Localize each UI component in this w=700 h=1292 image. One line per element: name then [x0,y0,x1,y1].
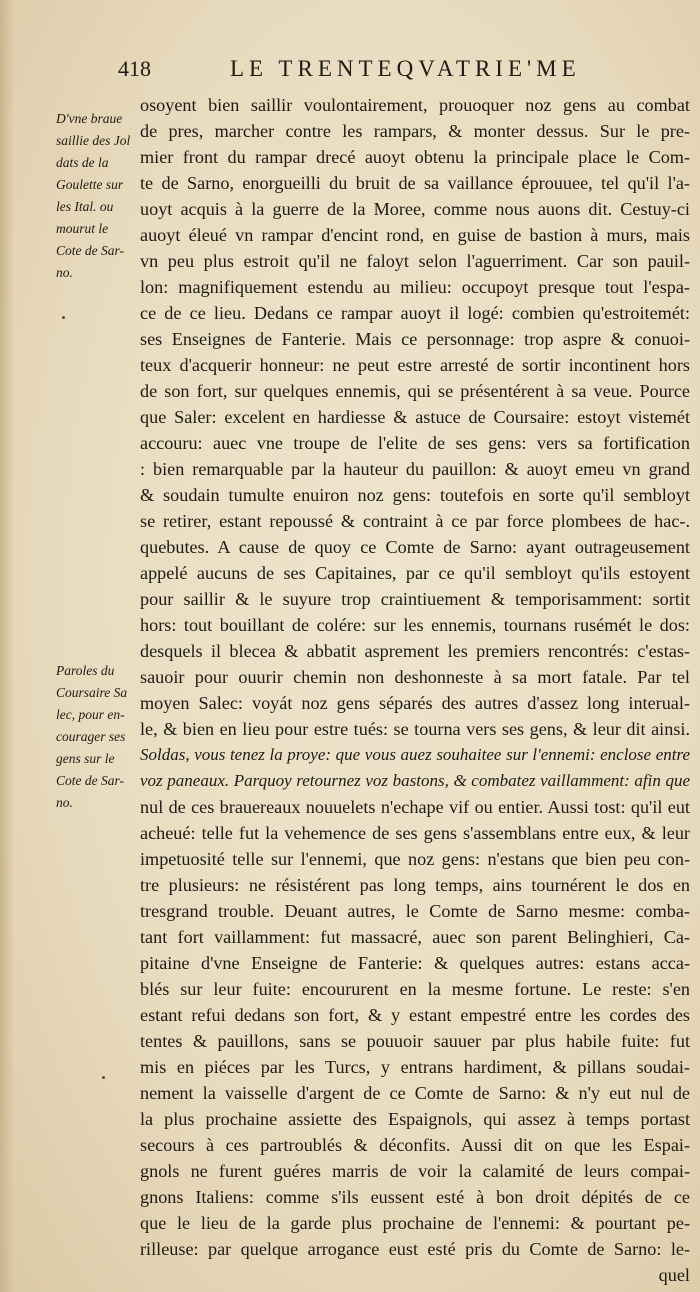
margin-note-line: mourut le [56,221,109,236]
text-line: que le lieu de la garde plus prochaine de l'ennemi: & pourtant pe- [140,1213,690,1233]
text-line: la plus prochaine assiette des Espaignols, qui assez à temps portast [140,1109,690,1129]
text-line: estant refui dedans son fort, & y estant empestré entre les cordes des [140,1005,690,1025]
text-line: nement la vaisselle d'argent de ce Comte de Sarno: & n'y eut nul de [140,1083,690,1103]
text-line: de pres, marcher contre les rampars, & monter dessus. Sur le pre- [140,121,690,141]
text-line: nul de ces brauereaux nouuelets n'echape vif ou entier. Aussi tost: qu'il eut [140,797,690,817]
text-line: le, & bien en lieu pour estre tués: se tourna vers ses gens, & leur dit ainsi. [140,719,690,739]
text-line: acheué: telle fut la vehemence de ses gens s'assemblans entre eux, & leur [140,823,690,843]
text-line: pitaine d'vne Enseigne de Fanterie: & quelques autres: estans acca- [140,953,690,973]
text-line: tre plusieurs: ne résistérent pas long temps, ains tournérent le dos en [140,875,690,895]
margin-note-line: Paroles du [56,663,115,678]
text-line: impetuosité telle sur l'ennemi, que noz gens: n'estans que bien peu con- [140,849,690,869]
margin-note-line: saillie des Jol [56,133,131,148]
text-line: Soldas, vous tenez la proye: que vous auez souhaitee sur l'ennemi: enclose entre [140,745,690,764]
margin-note-line: dats de la [56,155,109,170]
ink-speck [102,1076,105,1079]
text-line: desquels il blecea & abbatit asprement les premiers rencontrés: c'estas- [140,641,690,661]
text-line: : bien remarquable par la hauteur du pauillon: & auoyt emeu vn grand [140,459,690,479]
margin-note-line: gens sur le [56,751,115,766]
text-line: rilleuse: par quelque arrogance eust esté pris du Comte de Sarno: le- [140,1239,690,1259]
text-line: hors: tout bouillant de colére: sur les ennemis, tournans rusémét le dos: [140,615,690,635]
text-line: tant fort vaillamment: fut massacré, auec son parent Belinghieri, Ca- [140,927,690,947]
margin-note-line: les Ital. ou [56,199,114,214]
text-line: de son fort, sur quelques ennemis, qui se présentérent à sa veue. Pource [140,381,690,401]
margin-note-line: courager ses [56,729,126,744]
text-line: que Saler: excelent en hardiesse & astuce de Coursaire: estoyt vistemét [140,407,690,427]
text-line: ce de ce lieu. Dedans ce rampar auoyt il logé: combien qu'estroitemét: [140,303,690,323]
text-line: mier front du rampar drecé auoyt obtenu la principale place le Com- [140,147,690,167]
text-line: te de Sarno, enorgueilli du bruit de sa vaillance éprouuee, tel qu'il l'a- [140,173,690,193]
text-line: quebutes. A cause de quoy ce Comte de Sarno: ayant outrageusement [140,537,690,557]
text-line: osoyent bien saillir voulontairement, prouoquer noz gens au combat [140,95,690,115]
margin-note-line: Coursaire Sa [56,685,128,700]
text-line: uoyt acquis à la guerre de la Moree, comme nous auons dit. Cestuy-ci [140,199,690,219]
text-line: tresgrand trouble. Deuant autres, le Comte de Sarno mesme: comba- [140,901,690,921]
margin-note-line: Goulette sur [56,177,124,192]
text-line: blés sur leur fuite: encoururent en la mesme fortune. Le reste: s'en [140,979,690,999]
margin-note-line: Cote de Sar- [56,243,124,258]
text-line: accouru: auec vne troupe de l'elite de ses gens: vers sa fortification [140,433,690,453]
text-line: moyen Salec: voyát noz gens séparés des autres d'assez long interual- [140,693,690,713]
text-line: mis en piéces par les Turcs, y entrans hardiment, & pillans soudai- [140,1057,690,1077]
text-line: sauoir pour ouurir chemin non deshonneste à sa mort fatale. Par tel [140,667,690,687]
text-line: appelé aucuns de ses Capitaines, par ce qu'il sembloyt qu'ils estoyent [140,563,690,583]
body-text [140,92,690,1288]
text-line: pour saillir & le suyure trop craintiuement & temporisamment: sortit [140,589,690,609]
margin-note-1 [56,108,138,284]
catchword: quel [658,1265,690,1285]
margin-note-line: lec, pour en- [56,707,125,722]
text-line: lon: magnifiquement estendu au milieu: occupoyt presque tout l'espa- [140,277,690,297]
margin-note-line: no. [56,795,73,810]
text-line: teux d'acquerir honneur: ne peut estre arresté de sortir incontinent hors [140,355,690,375]
text-line: se retirer, estant repoussé & contraint à ce par force plombees de hac-. [140,511,690,531]
text-line: gnols ne furent guéres marris de voir la calamité de leurs compai- [140,1161,690,1181]
text-line: tentes & pauillons, sans se pouuoir sauuer par plus habile fuite: fut [140,1031,690,1051]
text-line: secours à ces partroublés & déconfits. Aussi dit on que les Espai- [140,1135,690,1155]
text-line: gnons Italiens: comme s'ils eussent esté à bon droit dépités de ce [140,1187,690,1207]
running-title: LE TRENTEQVATRIE'ME [230,56,581,81]
page-edge-shadow [0,0,14,1292]
text-line: auoyt éleué vn rampar d'encint rond, en guise de bastion à murs, mais [140,225,690,245]
ink-speck [62,316,65,319]
text-line: voz paneaux. Parquoy retournez voz bastons, & combatez vaillamment: afin que [140,771,690,790]
margin-note-line: D'vne braue [56,111,123,126]
margin-note-line: Cote de Sar- [56,773,124,788]
text-line: vn peu plus estroit qu'il ne faloyt selon l'aguerriment. Car son pauil- [140,251,690,271]
text-line: ses Enseignes de Fanterie. Mais ce personnage: trop aspre & conuoi- [140,329,690,349]
page-number: 418 [118,56,151,81]
page-header [118,56,690,86]
margin-note-2 [56,660,138,814]
margin-note-line: no. [56,265,73,280]
text-line: & soudain tumulte enuiron noz gens: toutefois en sorte qu'il sembloyt [140,485,690,505]
